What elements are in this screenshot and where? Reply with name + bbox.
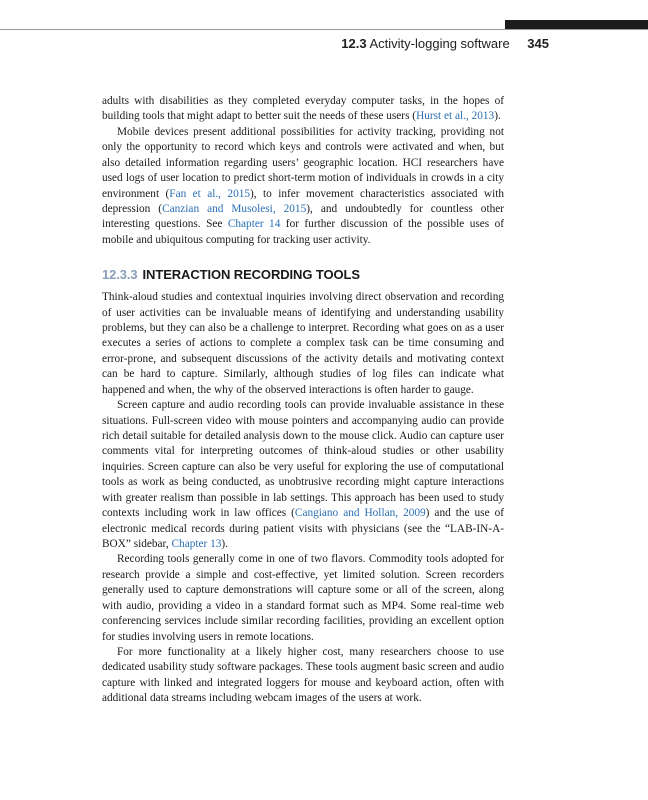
chapter-14-link[interactable]: Chapter 14 [227, 218, 281, 231]
citation-hurst-2013[interactable]: Hurst et al., 2013 [416, 110, 495, 123]
citation-fan-2015[interactable]: Fan et al., 2015 [169, 187, 251, 200]
paragraph-5 [102, 552, 504, 645]
text-run: Mobile devices present additional possibilities for activity tracking, providing not only the opportunity to record which keys and controls were activated and when, but also detailed information regarding users’ geographic location. HCI researchers have used logs of user location to predict short-term motion of individuals in crowds in a city environment ( [102, 125, 504, 200]
paragraph-6 [102, 645, 504, 707]
citation-canzian-2015[interactable]: Canzian and Musolesi, 2015 [162, 202, 307, 215]
paragraph-3 [102, 290, 504, 398]
section-number: 12.3.3 [102, 267, 138, 283]
text-run: Recording tools generally come in one of two flavors. Commodity tools adopted for research provide a simple and cost-effective, yet limited solution. Screen recorders generally used to capture demonstrations will capture some or all of the screen, along with audio, providing a video in a standard format such as MP4. Some real-time web conferencing services include similar recording facilities, providing an excellent option for studies involving users in remote locations. [102, 553, 504, 643]
text-run: ). [494, 110, 501, 123]
text-run: Think-aloud studies and contextual inquiries involving direct observation and recording of user activities can be invaluable means of identifying and understanding usability problems, but they can also be a challenge to interpret. Recording what goes on as a user executes a series of actions to complete a complex task can be time consuming and error-prone, and subsequent discussions of the activity details and motivating context can be hard to capture. Similarly, although studies of log files can indicate what happened and when, the why of the observed interactions is often harder to gauge. [102, 291, 504, 396]
paragraph-4 [102, 398, 504, 552]
running-head-section-title: Activity-logging software [369, 36, 510, 51]
text-run: ). [221, 537, 228, 550]
text-run: ), and undoubtedly for countless other interesting questions. See [102, 202, 505, 231]
running-head [341, 36, 549, 52]
section-title: INTERACTION RECORDING TOOLS [142, 267, 360, 283]
header-rule [0, 29, 648, 30]
paragraph-2 [102, 125, 504, 248]
text-run: ) and the use of electronic medical records during patient visits with physicians (see the “LAB-IN-A-BOX” sidebar, [102, 507, 504, 550]
page-number: 345 [527, 36, 549, 51]
body-text [102, 94, 504, 707]
chapter-13-link[interactable]: Chapter 13 [171, 537, 222, 550]
citation-cangiano-2009[interactable]: Cangiano and Hollan, 2009 [294, 507, 426, 520]
running-head-section-number: 12.3 [341, 36, 367, 51]
text-run: Screen capture and audio recording tools can provide invaluable assistance in these situations. Full-screen video with mouse pointers and accompanying audio can provide rich detail suitable for detailed analysis down to the mouse click. Audio can capture user comments vital for interpreting outcomes of think-aloud studies or other usability inquiries. Screen capture can also be very useful for exploring the use of computational tools as work as being conducted, as unobtrusive recording might capture interactions with greater realism than possible in lab settings. This approach has been used to study contexts including work in law offices ( [102, 399, 504, 520]
text-run: for further discussion of the possible uses of mobile and ubiquitous computing for tracking user activity. [102, 218, 504, 246]
paragraph-1 [102, 94, 504, 125]
section-heading [102, 267, 504, 283]
text-run: For more functionality at a likely higher cost, many researchers choose to use dedicated usability study software packages. These tools augment basic screen and audio capture with linked and integrated loggers for mouse and keyboard action, often with additional data streams including webcam images of the users at work. [102, 645, 504, 705]
text-run: adults with disabilities as they completed everyday computer tasks, in the hopes of building tools that might adapt to better suit the needs of these users ( [102, 95, 504, 123]
text-run: ), to infer movement characteristics associated with depression ( [102, 187, 504, 215]
